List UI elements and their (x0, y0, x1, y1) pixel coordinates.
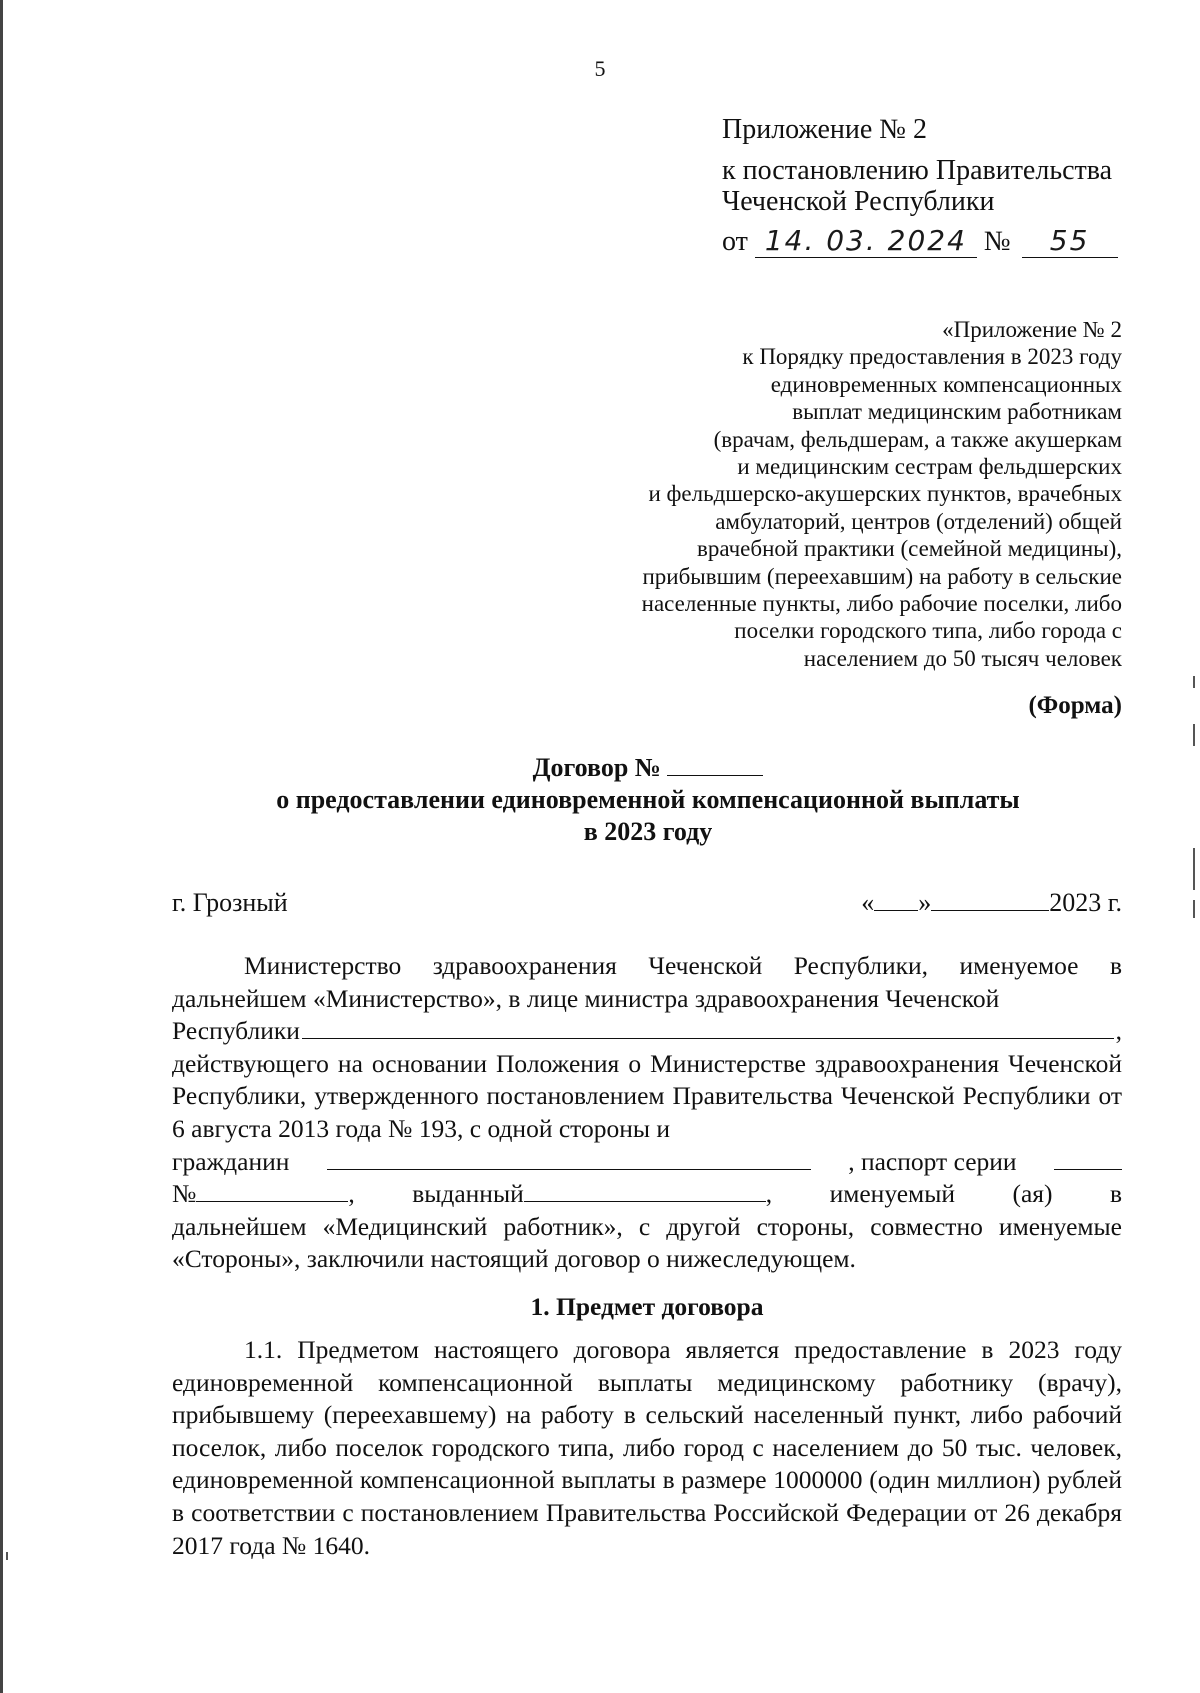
scan-mark (1193, 676, 1195, 688)
number-prefix: № (983, 226, 1011, 257)
handwritten-date: 14. 03. 2024 (764, 224, 967, 257)
approval-block (722, 114, 1118, 258)
contract-subtitle: о предоставлении единовременной компенсационной выплаты (276, 785, 1020, 814)
section-paragraph: 1.1. Предметом настоящего договора является предоставление в 2023 году единовременной компенсационной выплаты медицинскому работнику (врачу), прибывшему (переехавшему) на работу в сельский населенный пункт, либо рабочий поселок, либо поселок городского типа, либо город с населением до 50 тыс. человек, единовременной компенсационной выплаты в размере 1000000 (один миллион) рублей в соответствии с постановлением Правительства Российской Федерации от 26 декабря 2017 года № 1640. (172, 1335, 1122, 1560)
scan-mark (1193, 848, 1195, 890)
annex-line: к Порядку предоставления в 2023 году (742, 344, 1122, 370)
annex-line: населенные пункты, либо рабочие поселки, либо (641, 591, 1122, 617)
minister-name-blank (302, 1016, 1114, 1039)
annex-line: населением до 50 тысяч человек (803, 645, 1122, 671)
open-quote: « (861, 888, 875, 917)
text: (ая) (1012, 1179, 1053, 1209)
annex-line: врачебной практики (семейной медицины), (696, 536, 1122, 562)
scan-mark (6, 1552, 8, 1560)
form-label: (Форма) (1028, 692, 1122, 719)
text: , (1115, 1016, 1122, 1046)
handwritten-number: 55 (1049, 224, 1090, 257)
paragraph-parties (172, 950, 1122, 1276)
contract-title (0, 752, 1200, 784)
place-date-row (172, 888, 1122, 918)
date-field (755, 225, 977, 258)
contract-title-text: Договор № (532, 753, 661, 782)
contract-number-blank (667, 755, 763, 776)
contract-date (861, 888, 1122, 918)
date-prefix: от (722, 226, 748, 257)
month-blank (931, 888, 1049, 911)
paragraph-text: дальнейшем «Медицинский работник», с другой стороны, совместно именуемые «Стороны», заключили настоящий договор о нижеследующем. (172, 1211, 1122, 1274)
date-year: 2023 г. (1049, 888, 1122, 917)
annex-reference (642, 316, 1122, 672)
text: гражданин (172, 1146, 290, 1176)
annex-line: амбулаторий, центров (отделений) общей (715, 508, 1122, 534)
text: именуемый (829, 1179, 955, 1209)
approval-title: Приложение № 2 (722, 114, 927, 145)
text: выданный (412, 1179, 524, 1209)
text: Республики (172, 1016, 300, 1046)
section-title: 1. Предмет договора (530, 1292, 764, 1321)
issued: выданный , (412, 1179, 773, 1209)
place: г. Грозный (172, 888, 288, 917)
contract-year: в 2023 году (583, 817, 713, 846)
citizen-name-blank (327, 1147, 811, 1170)
approval-date-row (722, 225, 1118, 258)
issued-by-blank (524, 1179, 766, 1202)
annex-line: единовременных компенсационных (770, 371, 1122, 397)
paragraph-text: Министерство здравоохранения Чеченской Республики, именуемое в дальнейшем «Министерство», в лице министра здравоохранения Чеченской (172, 951, 1122, 1013)
annex-line: прибывшим (переехавшим) на работу в сельские (642, 563, 1122, 589)
paragraph-text: действующего на основании Положения о Министерстве здравоохранения Чеченской Республики, утвержденного постановлением Правительства Чеченской Республики от 6 августа 2013 года № 193, с одной стороны и (172, 1048, 1122, 1143)
annex-line: (врачам, фельдшерам, а также акушеркам (713, 426, 1122, 452)
contract-heading (0, 752, 1200, 848)
text: в (1109, 1179, 1122, 1209)
minister-row (172, 1015, 1122, 1048)
number-field (1022, 225, 1118, 258)
scan-mark (1193, 900, 1195, 918)
passport-series-blank (1054, 1147, 1122, 1170)
passport-number-blank (196, 1179, 348, 1202)
page-number: 5 (594, 56, 606, 81)
approval-line: к постановлению Правительства (722, 155, 1113, 186)
close-quote: » (918, 888, 932, 917)
approval-line: Чеченской Республики (722, 186, 995, 217)
passport-number: № , (172, 1179, 355, 1209)
annex-line: «Приложение № 2 (942, 317, 1122, 342)
annex-line: выплат медицинским работникам (792, 399, 1122, 425)
scan-mark (1193, 724, 1195, 746)
text: № (172, 1179, 197, 1209)
annex-line: поселки городского типа, либо города с (734, 618, 1122, 644)
text: , паспорт серии (848, 1146, 1017, 1176)
passport-row (172, 1178, 1122, 1211)
annex-line: и фельдшерско-акушерских пунктов, врачебных (648, 481, 1122, 507)
annex-line: и медицинским сестрам фельдшерских (737, 454, 1122, 480)
citizen-row (172, 1146, 1122, 1179)
day-blank (874, 888, 918, 911)
